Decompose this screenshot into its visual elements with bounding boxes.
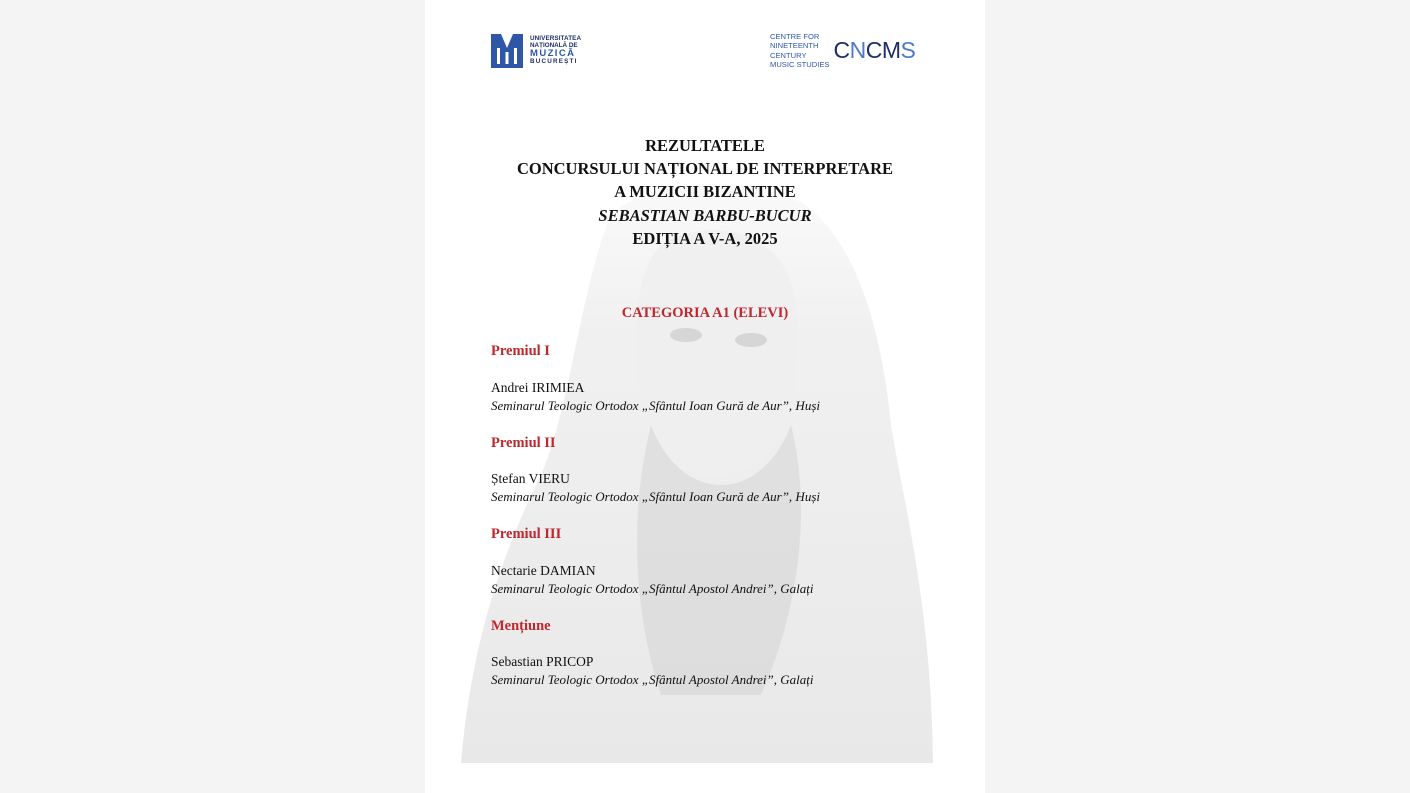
cncms-line3: CENTURY xyxy=(770,50,807,60)
unmb-line2: NAȚIONALĂ DE xyxy=(530,41,578,49)
winner-school-1: Seminarul Teologic Ortodox „Sfântul Ioan Gură de Aur”, Huși xyxy=(491,398,820,413)
unmb-emblem-icon xyxy=(491,34,523,68)
unmb-line4: BUCUREȘTI xyxy=(530,58,578,66)
cncms-letter-5: S xyxy=(900,37,916,63)
unmb-line3: MUZICĂ xyxy=(530,48,576,60)
document-title xyxy=(425,134,985,250)
prize-heading-3: Premiul III xyxy=(491,526,562,542)
prize-heading-4: Mențiune xyxy=(491,618,551,634)
winner-school-3: Seminarul Teologic Ortodox „Sfântul Apostol Andrei”, Galați xyxy=(491,581,814,596)
winner-name-2: Ștefan VIERU xyxy=(491,471,570,486)
title-line2: CONCURSULUI NAȚIONAL DE INTERPRETARE xyxy=(516,159,894,179)
cncms-letter-4: M xyxy=(881,37,901,63)
title-line1: REZULTATELE xyxy=(645,136,765,155)
cncms-line4: MUSIC STUDIES xyxy=(770,59,830,69)
winner-school-4: Seminarul Teologic Ortodox „Sfântul Apostol Andrei”, Galați xyxy=(491,672,814,687)
cncms-acronym xyxy=(834,39,916,62)
winner-name-1: Andrei IRIMIEA xyxy=(491,380,585,395)
title-line5: EDIȚIA A V-A, 2025 xyxy=(632,228,778,248)
cncms-letter-3: C xyxy=(865,37,882,63)
title-line3: A MUZICII BIZANTINE xyxy=(614,182,796,202)
winner-name-4: Sebastian PRICOP xyxy=(491,654,594,669)
document-page xyxy=(425,0,985,793)
winner-name-3: Nectarie DAMIAN xyxy=(491,563,596,578)
winner-school-2: Seminarul Teologic Ortodox „Sfântul Ioan Gură de Aur”, Huși xyxy=(491,489,820,504)
cncms-letter-1: C xyxy=(833,37,850,63)
cncms-logo xyxy=(770,32,915,69)
prize-heading-1: Premiul I xyxy=(491,343,550,359)
prize-heading-2: Premiul II xyxy=(491,435,556,451)
unmb-logo xyxy=(491,34,581,68)
cncms-line1: CENTRE FOR xyxy=(770,32,820,41)
cncms-line2: NINETEENTH xyxy=(770,41,819,51)
category-heading: CATEGORIA A1 (ELEVI) xyxy=(621,305,789,321)
cncms-letter-2: N xyxy=(849,37,866,63)
title-line4: SEBASTIAN BARBU-BUCUR xyxy=(598,205,812,225)
unmb-line1: UNIVERSITATEA xyxy=(530,35,582,43)
